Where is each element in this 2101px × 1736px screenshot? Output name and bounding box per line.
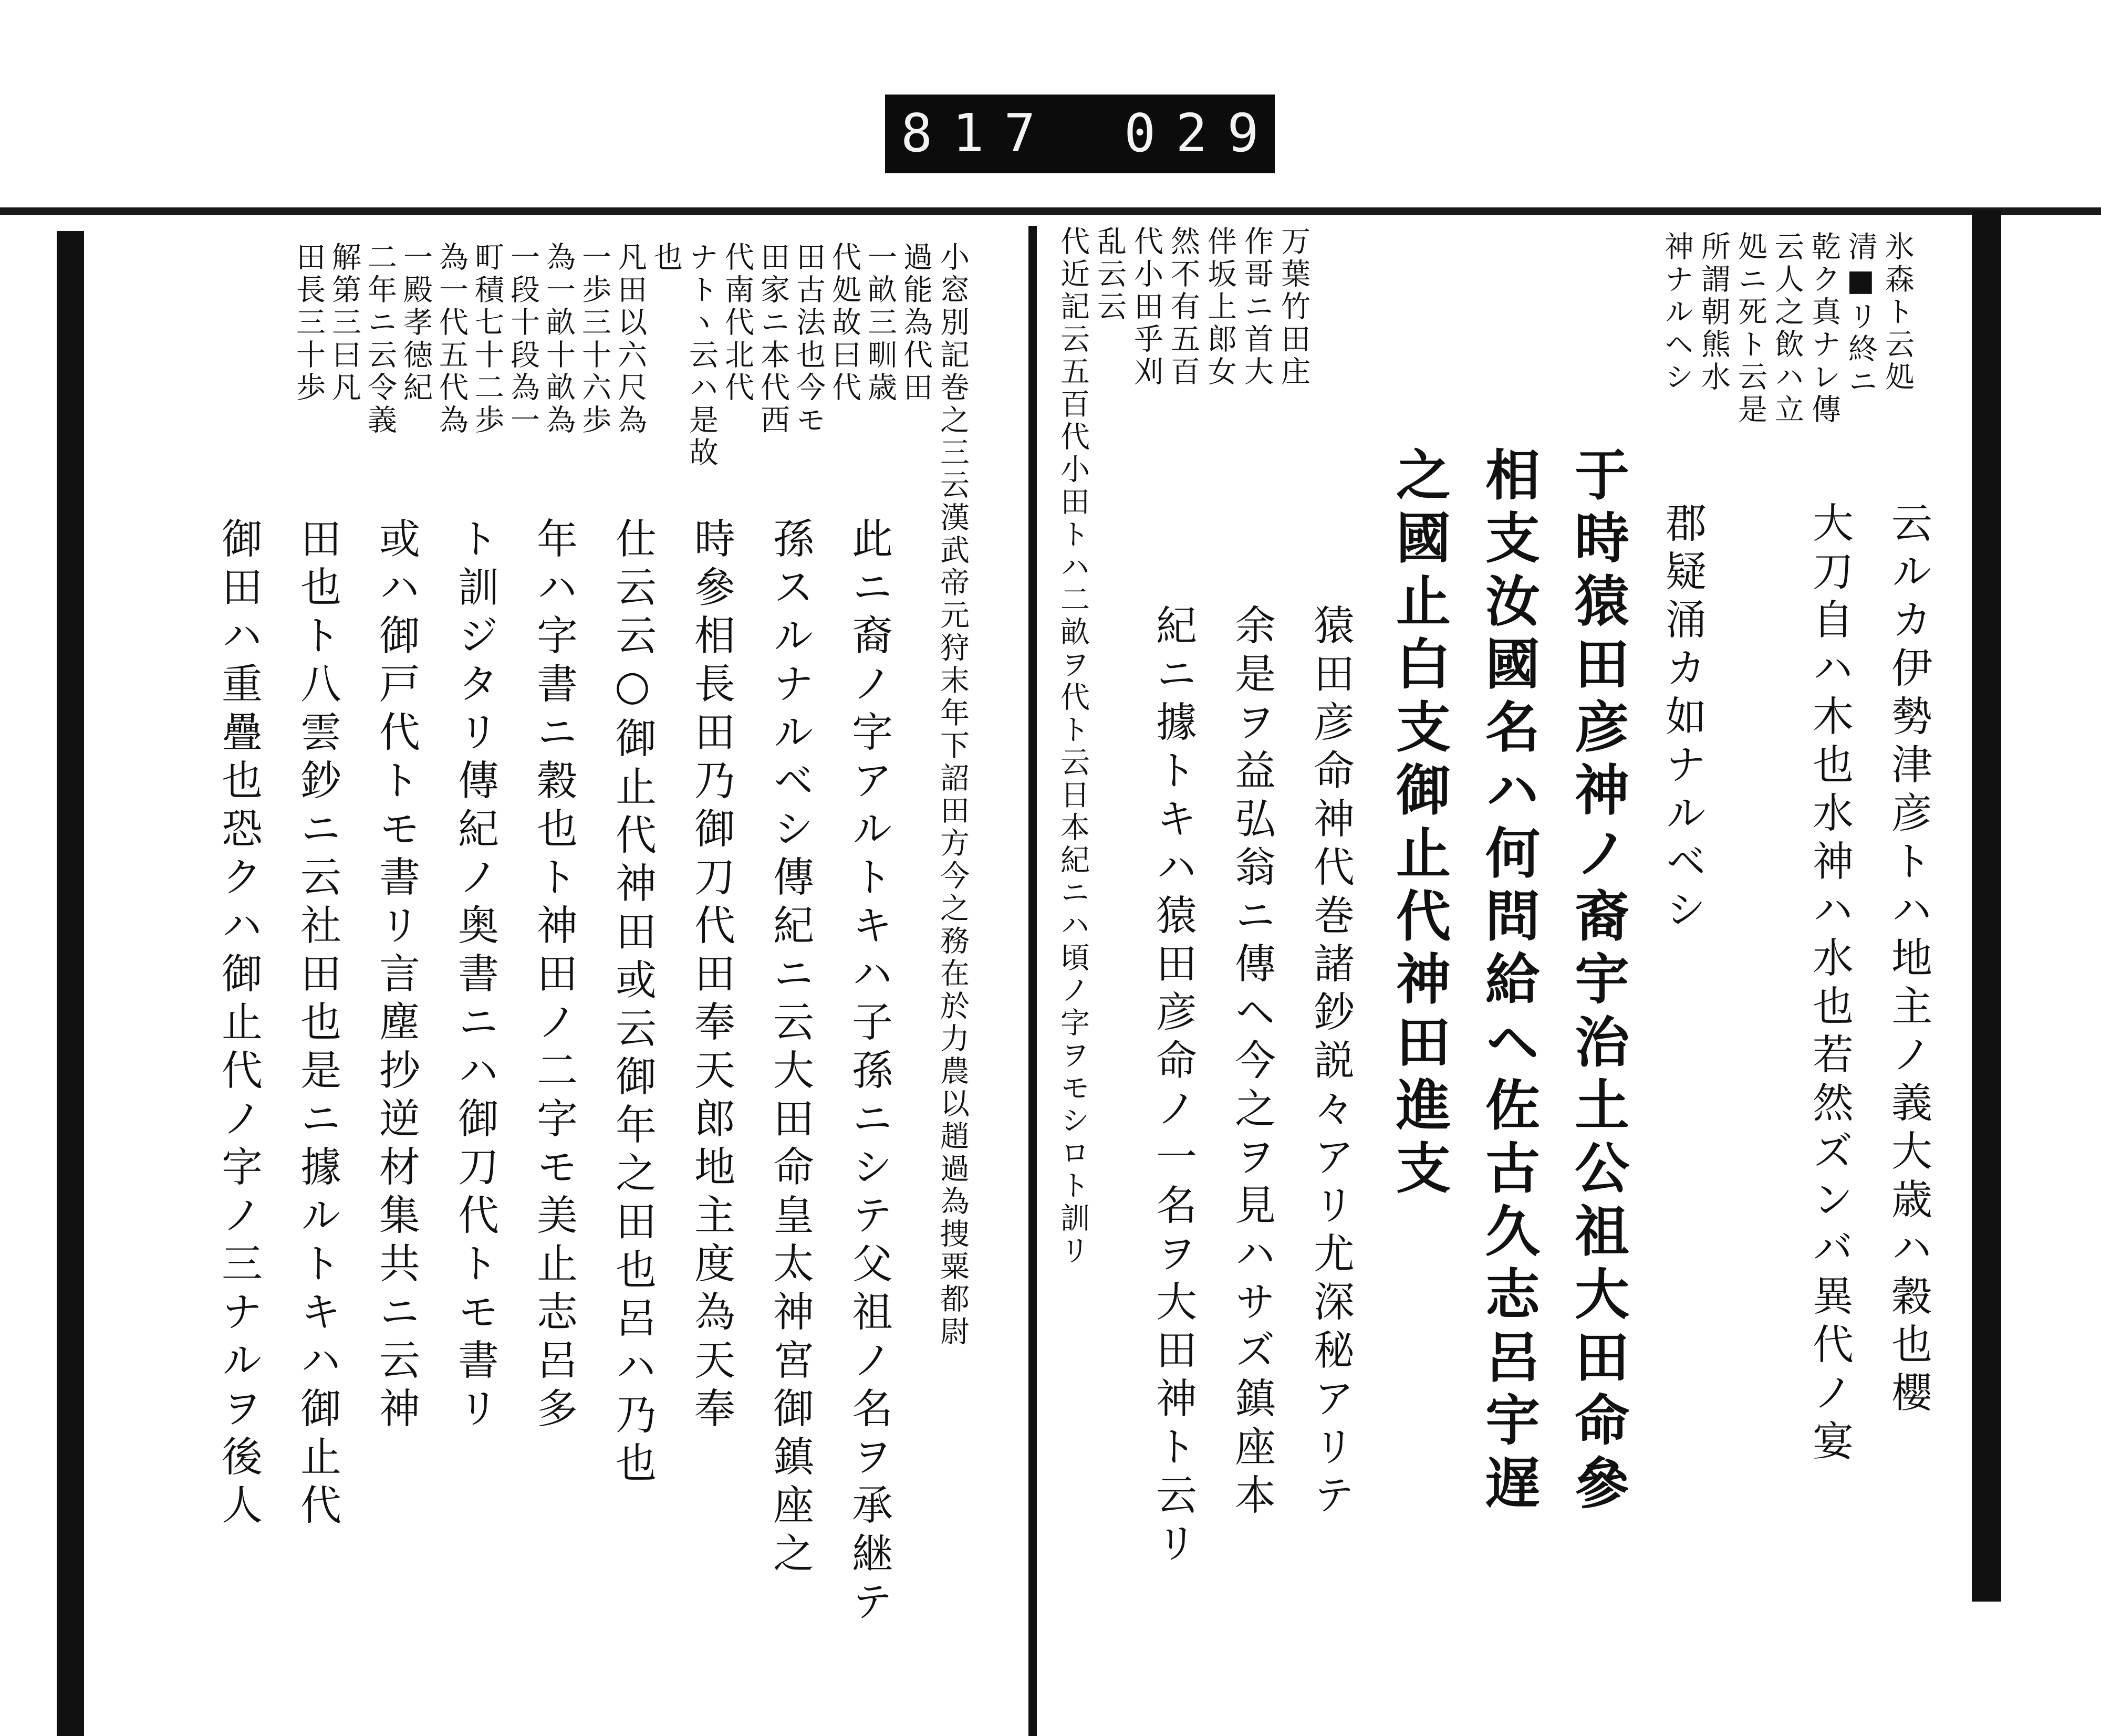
right-note-col: 処ニ死ト云是 [1733,231,1767,426]
right-note-col: 乾ク真ナレ傳 [1807,231,1841,426]
left-note-col: 解第三曰凡 [327,242,361,404]
catalog-number-part1: 817 [901,102,1056,164]
left-note-col: 過能為代田 [899,242,933,404]
left-page [84,226,1028,1736]
right-note-col: 云人之飲ハ立 [1770,231,1804,426]
right-note-col: 神ナルヘシ [1660,231,1694,394]
left-note-col: 為一畝十畝為 [542,242,576,437]
left-main-col: 年ハ字書ニ穀也ト神田ノ二字モ美止志呂多 [530,517,577,1435]
left-note-col: 一畝三甽歳 [863,242,897,404]
left-note-col: 代処故曰代 [827,242,861,404]
left-note-col: 為一代五代為 [434,242,469,437]
right-note-col: 清■リ終ニ [1844,231,1878,399]
right-note-col: 氷森ト云処 [1880,231,1915,394]
right-main-col: 之國止白支御止代神田進支 [1387,446,1451,1202]
right-note-col: 所謂朝熊水 [1697,231,1731,394]
right-main-col: 郡疑涌カ如ナルベシ [1659,501,1706,936]
left-note-col: 一段十段為一 [506,242,540,437]
right-main-col: 相支汝國名ハ何問給ヘ佐古久志呂宇遅 [1476,446,1541,1518]
right-main-col: 大刀自ハ木也水神ハ水也若然ズンバ異代ノ宴 [1806,501,1853,1468]
right-main-col: 云ルカ伊勢津彦トハ地主ノ義大歳ハ穀也櫻 [1885,501,1932,1419]
right-main-col: 于時猿田彦神ノ裔宇治土公祖大田命參 [1565,446,1630,1518]
left-main-col: 仕云云○御止代神田或云御年之田也呂ハ乃也 [609,517,656,1490]
left-main-col: 此ニ裔ノ字アルトキハ子孫ニシテ父祖ノ名ヲ承継テ [845,517,892,1628]
right-side-note: 乱云云 [1093,226,1127,323]
right-side-note-tail: 代近記云五百代小田トハ二畝ヲ代ト云日本紀ニハ頃ノ字ヲモシロト訓リ [1056,226,1090,1268]
left-note-col: 田長三十歩 [292,242,326,404]
left-main-col: 時參相長田乃御刀代田奉天郎地主度為天奉 [688,517,735,1435]
left-note-col: 二年ニ云令義 [363,242,397,437]
left-note-col: 也 [649,242,683,274]
left-main-col: 御田ハ重疊也恐クハ御止代ノ字ノ三ナルヲ後人 [215,517,262,1532]
left-note-col: 町積七十二歩 [470,242,504,437]
left-note-col: 田古法也今モ [792,242,826,437]
left-note-col: 一歩三十六歩 [577,242,611,437]
right-side-note: 伴坂上郎女 [1203,226,1237,389]
catalog-number-plate [885,95,1279,173]
left-page-edge [57,231,84,1736]
left-note-col: 田家ニ本代西 [756,242,790,437]
right-side-note: 然不有五百 [1166,226,1200,389]
left-note-col: 凡田以六尺為 [613,242,647,437]
right-lower-col: 余是ヲ益弘翁ニ傳ヘ今之ヲ見ハサズ鎮座本 [1228,604,1275,1522]
right-side-note: 代小田乎刈 [1129,226,1163,389]
left-note-col: 小窓別記巻之三云漢武帝元狩末年下詔田方今之務在於力農以趙過為捜粟都尉 [935,242,970,1348]
right-lower-col: 紀ニ據トキハ猿田彦命ノ一名ヲ大田神ト云リ [1149,604,1197,1570]
left-main-col: 孫スルナルベシ傳紀ニ云大田命皇太神宮御鎮座之 [766,517,814,1580]
book-spine [1028,226,1037,1736]
catalog-number-part2: 029 [1124,102,1279,164]
left-note-col: 一殿孝徳紀 [399,242,433,404]
left-main-col: ト訓ジタリ傳紀ノ奥書ニハ御刀代トモ書リ [451,517,498,1435]
right-page-edge [1972,210,2001,1602]
right-side-note: 万葉竹田庄 [1276,226,1310,389]
left-note-col: ナトヽ云ハ是故 [684,242,719,469]
left-main-col: 或ハ御戸代トモ書リ言塵抄逆材集共ニ云神 [372,517,420,1435]
left-main-col: 田也ト八雲鈔ニ云社田也是ニ據ルトキハ御止代 [294,517,341,1532]
right-side-note: 作哥ニ首大 [1240,226,1274,389]
right-page [1037,210,1972,1736]
right-lower-col: 猿田彦命神代巻諸鈔説々アリ尤深秘アリテ [1307,604,1354,1522]
left-note-col: 代南代北代 [720,242,754,404]
